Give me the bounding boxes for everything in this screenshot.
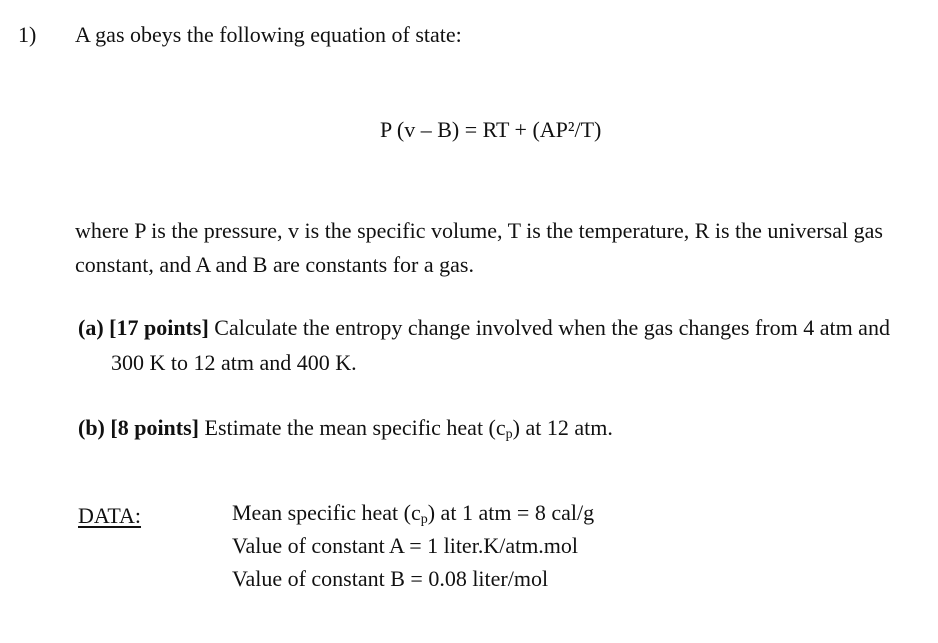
part-b-text-before: Estimate the mean specific heat (c xyxy=(199,415,506,440)
part-b-line xyxy=(78,415,613,443)
variable-definitions-line-2: constant, and A and B are constants for a gas. xyxy=(75,252,474,277)
part-a-line-1 xyxy=(78,315,890,341)
data-item-1-subscript: p xyxy=(420,512,428,527)
question-intro: A gas obeys the following equation of state: xyxy=(75,22,462,47)
data-label: DATA: xyxy=(78,503,142,528)
data-item-1-before: Mean specific heat (c xyxy=(232,500,421,525)
part-b-text-after: ) at 12 atm. xyxy=(512,415,613,440)
data-item-specific-heat xyxy=(232,500,594,528)
part-b-label: (b) [8 points] xyxy=(78,415,200,440)
part-a-line-2: 300 K to 12 atm and 400 K. xyxy=(111,350,357,375)
part-a-text-1: Calculate the entropy change involved when the gas changes from 4 atm and xyxy=(208,315,890,340)
equation-of-state: P (v – B) = RT + (AP²/T) xyxy=(380,117,602,142)
part-a-label: (a) [17 points] xyxy=(78,315,209,340)
data-item-constant-b: Value of constant B = 0.08 liter/mol xyxy=(232,566,549,591)
part-b-subscript: p xyxy=(505,427,513,442)
question-number: 1) xyxy=(18,22,37,47)
data-item-constant-a: Value of constant A = 1 liter.K/atm.mol xyxy=(232,533,579,558)
variable-definitions-line-1: where P is the pressure, v is the specific volume, T is the temperature, R is the universal gas xyxy=(75,218,883,243)
data-item-1-after: ) at 1 atm = 8 cal/g xyxy=(427,500,595,525)
